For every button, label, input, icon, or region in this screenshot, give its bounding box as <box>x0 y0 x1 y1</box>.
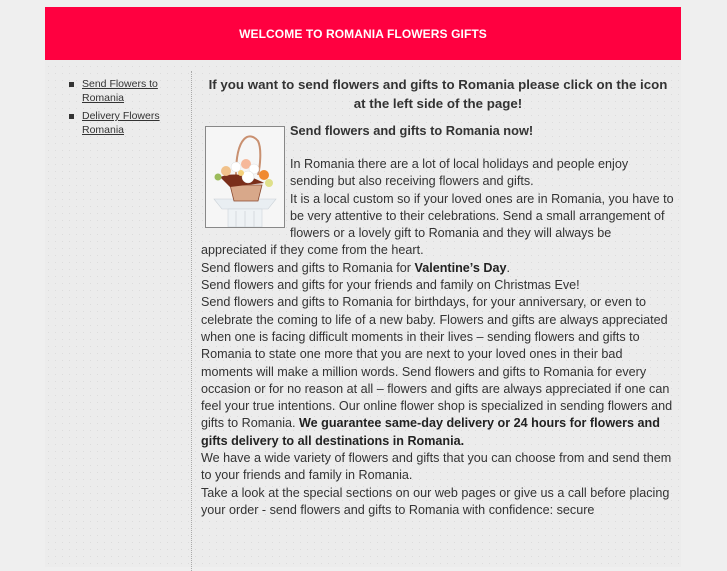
square-bullet-icon <box>69 114 74 119</box>
intro-text: If you want to send flowers and gifts to Romania please click on the icon at the left side of the page! <box>208 77 668 111</box>
send-flowers-link[interactable]: Send Flowers to Romania <box>82 78 158 104</box>
main-content <box>201 75 675 519</box>
flower-basket-icon <box>206 127 284 227</box>
paragraph: Send flowers and gifts for your friends and family on Christmas Eve! <box>201 278 580 293</box>
flower-basket-image[interactable] <box>205 126 285 228</box>
sidebar-links <box>45 77 191 137</box>
page-container <box>45 7 681 567</box>
paragraph: In Romania there are a lot of local holidays and people enjoy sending but also receiving flowers and gifts. <box>290 157 629 189</box>
sidebar-item <box>68 77 191 105</box>
paragraph: It is a local custom so if your loved ones are in Romania, you have to be very attentive to their celebrations. Send a small arrangement of flowers or a lovely gift to Romania and they will always be appreciated if they come from the heart. <box>201 191 674 258</box>
sidebar <box>45 77 191 141</box>
paragraph: We have a wide variety of flowers and gifts that you can choose from and send them to your friends and family in Romania. <box>201 451 672 483</box>
paragraph: Send flowers and gifts to Romania for birthdays, for your anniversary, or even to celebrate the coming to life of a new baby. Flowers and gifts are always appreciated when one is facing difficult moments in their lives – sending flowers and gifts to Romania to state one more that you are next to your loved ones in their bad moments will make a million words. Send flowers and gifts to Romania for every occasion or for no reason at all – flowers and gifts are always appreciated if one can feel your true intentions. Our online flower shop is specialized in sending flowers and gifts to Romania. We guarantee same-day delivery or 24 hours for flowers and gifts delivery to all destinations in Romania. <box>201 295 673 448</box>
site-header <box>45 7 681 60</box>
delivery-guarantee-bold: We guarantee same-day delivery or 24 hours for flowers and gifts delivery to all destinations in Romania. <box>201 416 660 448</box>
site-title: WELCOME TO ROMANIA FLOWERS GIFTS <box>239 26 487 41</box>
valentines-day-bold: Valentine’s Day <box>414 260 507 275</box>
paragraph: Send flowers and gifts to Romania for Valentine’s Day. <box>201 260 510 275</box>
square-bullet-icon <box>69 82 74 87</box>
delivery-flowers-link[interactable]: Delivery Flowers Romania <box>82 110 160 136</box>
sidebar-item <box>68 109 191 137</box>
section-heading: Send flowers and gifts to Romania now! <box>290 123 534 138</box>
paragraph: Take a look at the special sections on our web pages or give us a call before placing your order - send flowers and gifts to Romania with confidence: secure <box>201 485 670 517</box>
column-divider <box>191 71 192 571</box>
